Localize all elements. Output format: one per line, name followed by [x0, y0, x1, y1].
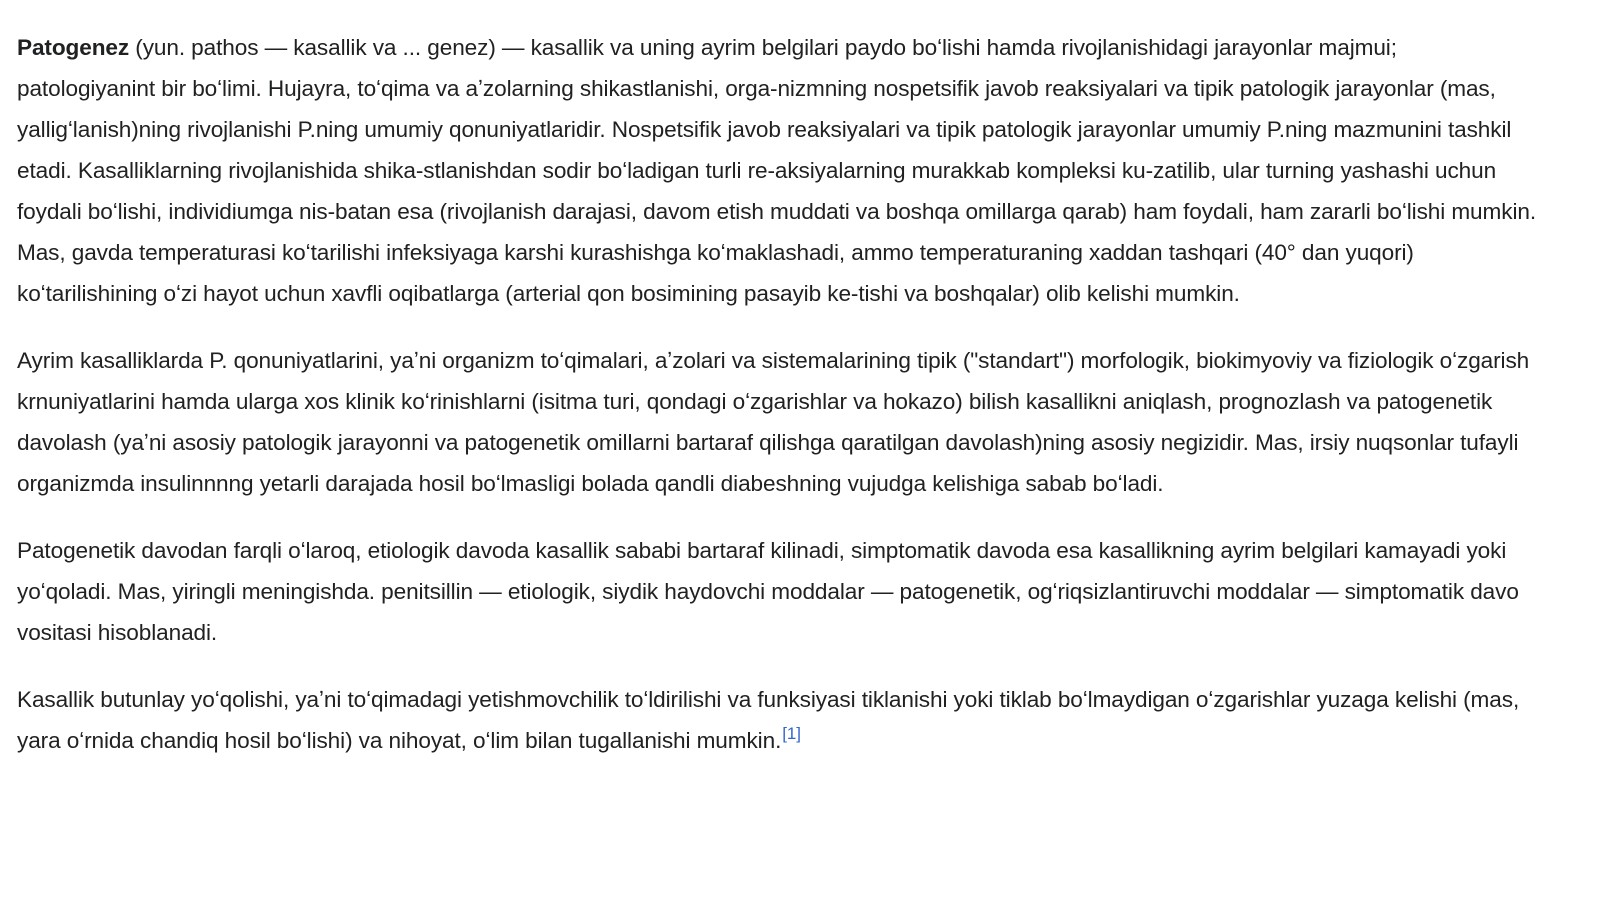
article-body: [17, 27, 1537, 787]
paragraph-2: Ayrim kasalliklarda P. qonuniyatlarini, yaʼni organizm toʻqimalari, aʼzolari va sistemalarining tipik ("standart") morfologik, biokimyoviy va fiziologik oʻzgarish krnuniyatlarini hamda ularga xos klinik koʻrinishlarni (isitma turi, qondagi oʻzgarishlar va hokazo) bilish kasallikni aniqlash, prognozlash va patogenetik davolash (yaʼni asosiy patologik jarayonni va patogenetik omillarni bartaraf qilishga qaratilgan davolash)ning asosiy negizidir. Mas, irsiy nuqsonlar tufayli organizmda insulinnnng yetarli darajada hosil boʻlmasligi bolada qandli diabeshning vujudga kelishiga sabab boʻladi.: [17, 348, 1530, 496]
article-term: Patogenez: [17, 35, 130, 60]
paragraph-4: [17, 679, 1537, 761]
paragraph-1: [17, 27, 1537, 314]
paragraph-4-text: Kasallik butunlay yoʻqolishi, yaʼni toʻqimadagi yetishmovchilik toʻldirilishi va funksiyasi tiklanishi yoki tiklab boʻlmaydigan oʻzgarishlar yuzaga kelishi (mas, yara oʻrnida chandiq hosil boʻlishi) va nihoyat, oʻlim bilan tugallanishi mumkin.: [17, 687, 1520, 753]
paragraph-3: Patogenetik davodan farqli oʻlaroq, etiologik davoda kasallik sababi bartaraf kilinadi, simptomatik davoda esa kasallikning ayrim belgilari kamayadi yoki yoʻqoladi. Mas, yiringli meningishda. penitsillin — etiologik, siydik haydovchi moddalar — patogenetik, ogʻriqsizlantiruvchi moddalar — simptomatik davo vositasi hisoblanadi.: [17, 538, 1519, 645]
paragraph-1-text: (yun. pathos — kasallik va ... genez) — kasallik va uning ayrim belgilari paydo boʻlishi hamda rivojlanishidagi jarayonlar majmui; patologiyanint bir boʻlimi. Hujayra, toʻqima va aʼzolarning shikastlanishi, orga-nizmning nospetsifik javob reaksiyalari va tipik patologik jarayonlar (mas, yalligʻlanish)ning rivojlanishi P.ning umumiy qonuniyatlaridir. Nospetsifik javob reaksiyalari va tipik patologik jarayonlar umumiy P.ning mazmunini tashkil etadi. Kasalliklarning rivojlanishida shika-stlanishdan sodir boʻladigan turli re-aksiyalarning murakkab kompleksi ku-zatilib, ular turning yashashi uchun foydali boʻlishi, individiumga nis-batan esa (rivojlanish darajasi, davom etish muddati va boshqa omillarga qarab) ham foydali, ham zararli boʻlishi mumkin. Mas, gavda temperaturasi koʻtarilishi infeksiyaga karshi kurashishga koʻmaklashadi, ammo temperaturaning xaddan tashqari (40° dan yuqori) koʻtarilishining oʻzi hayot uchun xavfli oqibatlarga (arterial qon bosimining pasayib ke-tishi va boshqalar) olib kelishi mumkin.: [17, 35, 1537, 306]
reference-link[interactable]: [1]: [782, 724, 801, 744]
